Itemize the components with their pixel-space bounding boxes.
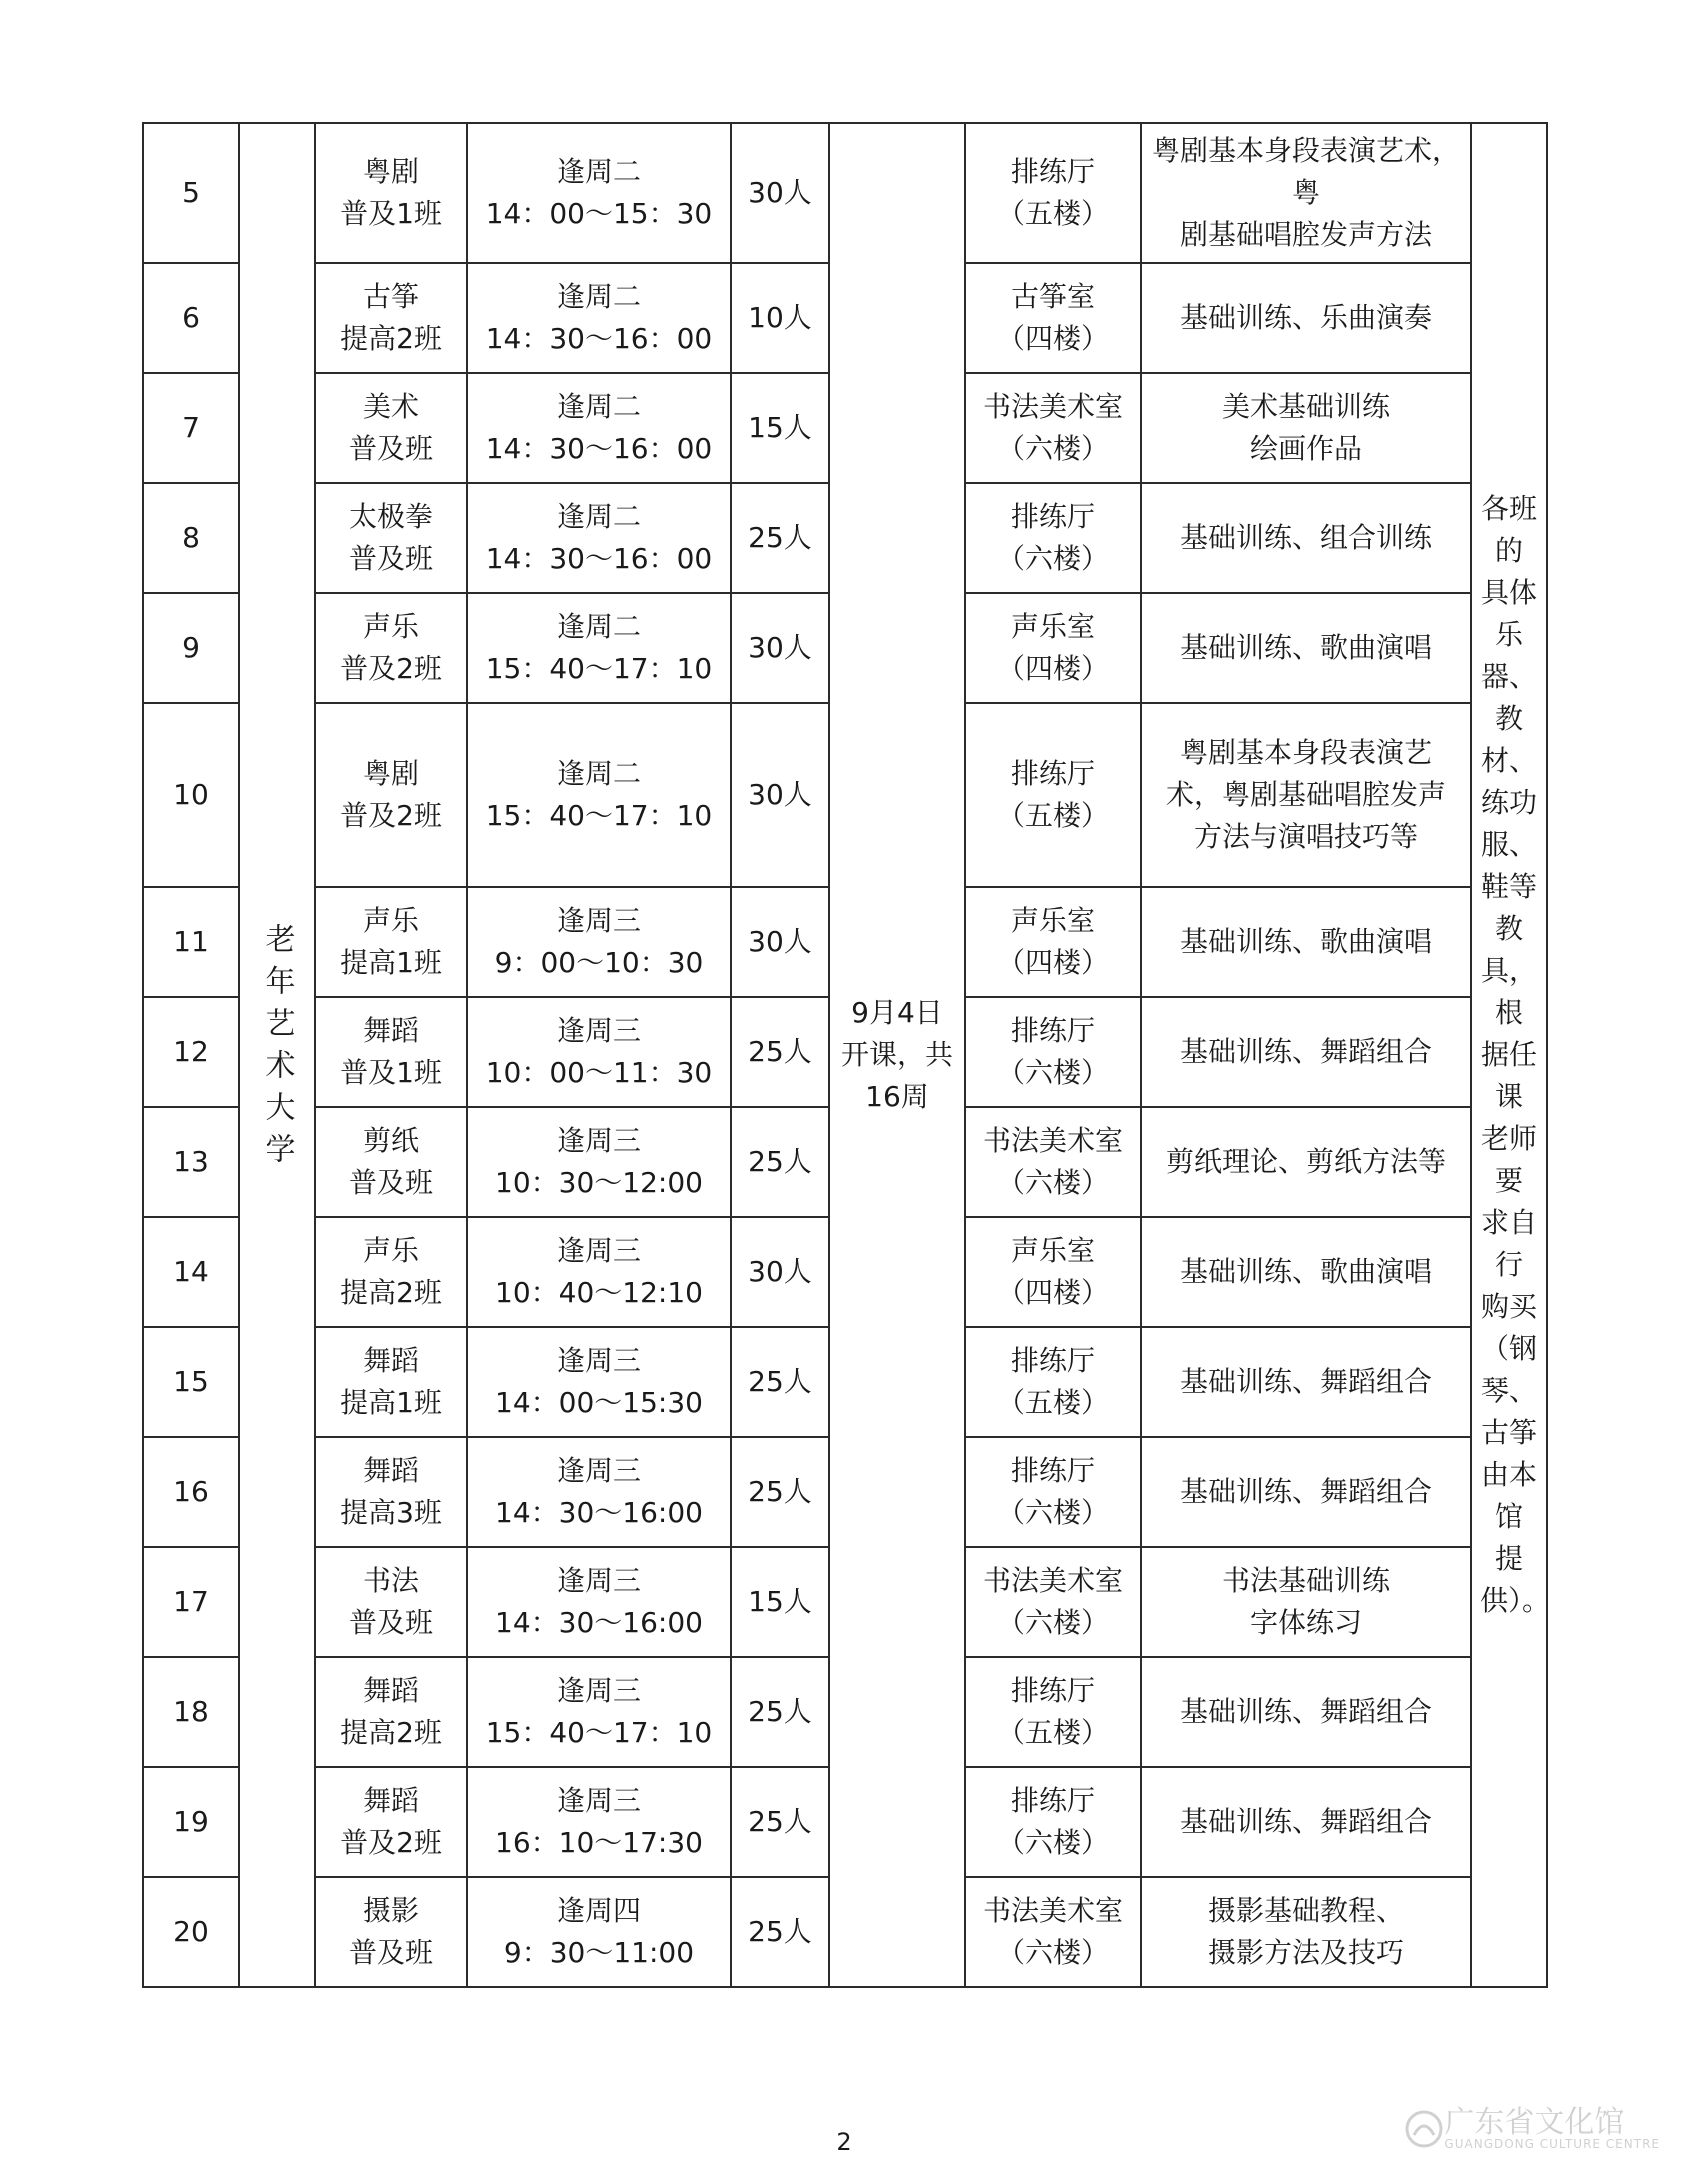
classroom-cell-line: 排练厅 [1010, 155, 1095, 188]
watermark-subtitle: GUANGDONG CULTURE CENTRE [1444, 2137, 1660, 2152]
classroom-cell-line: 排练厅 [1010, 1674, 1095, 1707]
course-name-cell-line: 美术 [362, 390, 419, 423]
class-time-cell [467, 483, 731, 593]
department-name: 老年艺术大学 [259, 923, 295, 1175]
class-size-cell: 15人 [731, 373, 829, 483]
course-content-cell [1141, 887, 1471, 997]
class-size-cell: 15人 [731, 1547, 829, 1657]
course-name-cell-line: 普及2班 [340, 652, 442, 685]
class-time-cell-line: 逢周三 [556, 1344, 641, 1377]
classroom-cell-line: 书法美术室 [982, 1124, 1123, 1157]
class-time-cell [467, 1327, 731, 1437]
classroom-cell [965, 483, 1141, 593]
page-number: 2 [836, 2128, 852, 2156]
course-content-cell [1141, 997, 1471, 1107]
course-content-cell-line: 基础训练、舞蹈组合 [1179, 1805, 1432, 1838]
row-number-cell: 8 [143, 483, 239, 593]
classroom-cell [965, 1657, 1141, 1767]
course-name-cell-line: 普及1班 [340, 197, 442, 230]
classroom-cell-line: （五楼） [996, 799, 1109, 832]
course-content-cell-line: 美术基础训练 [1221, 390, 1390, 423]
class-time-cell-line: 15：40～17：10 [485, 652, 713, 685]
course-name-cell-line: 舞蹈 [362, 1674, 419, 1707]
course-name-cell-line: 粤剧 [362, 757, 419, 790]
course-name-cell-line: 提高2班 [340, 1276, 442, 1309]
classroom-cell-line: （六楼） [996, 1056, 1109, 1089]
course-name-cell-line: 舞蹈 [362, 1454, 419, 1487]
row-number-cell: 17 [143, 1547, 239, 1657]
course-name-cell-line: 普及班 [348, 1936, 433, 1969]
notes-cell-line: 由本馆 [1480, 1458, 1537, 1533]
classroom-cell-line: 声乐室 [1010, 1234, 1095, 1267]
classroom-cell-line: （六楼） [996, 1826, 1109, 1859]
classroom-cell [965, 997, 1141, 1107]
class-time-cell-line: 逢周三 [556, 1234, 641, 1267]
classroom-cell-line: （四楼） [996, 946, 1109, 979]
course-content-cell [1141, 373, 1471, 483]
course-content-cell-line: 剧基础唱腔发声方法 [1179, 218, 1432, 251]
course-content-cell [1141, 703, 1471, 887]
course-name-cell [315, 373, 467, 483]
classroom-cell-line: 声乐室 [1010, 904, 1095, 937]
class-time-cell [467, 1547, 731, 1657]
class-time-cell-line: 逢周三 [556, 1564, 641, 1597]
class-time-cell-line: 10：30～12:00 [495, 1166, 703, 1199]
course-name-cell-line: 古筝 [362, 280, 419, 313]
class-time-cell-line: 15：40～17：10 [485, 1716, 713, 1749]
classroom-cell [965, 1107, 1141, 1217]
classroom-cell [965, 123, 1141, 263]
classroom-cell [965, 1547, 1141, 1657]
start-date-cell-line: 9月4日 [851, 996, 943, 1029]
course-content-cell-line: 基础训练、歌曲演唱 [1179, 925, 1432, 958]
row-number-cell: 16 [143, 1437, 239, 1547]
classroom-cell-line: 声乐室 [1010, 610, 1095, 643]
row-number-cell: 20 [143, 1877, 239, 1987]
notes-cell [1471, 123, 1551, 1987]
course-name-cell [315, 593, 467, 703]
class-time-cell-line: 15：40～17：10 [485, 799, 713, 832]
watermark-title: 广东省文化馆 [1444, 2104, 1625, 2140]
class-time-cell-line: 逢周三 [556, 1674, 641, 1707]
course-name-cell [315, 1437, 467, 1547]
class-time-cell [467, 1217, 731, 1327]
notes-cell-line: 据任课 [1480, 1038, 1537, 1113]
course-name-cell [315, 1107, 467, 1217]
notes-cell-line: 各班的 [1480, 492, 1537, 567]
course-content-cell [1141, 123, 1471, 263]
course-name-cell-line: 声乐 [362, 610, 419, 643]
course-name-cell-line: 普及2班 [340, 799, 442, 832]
notes-cell-line: 具体乐 [1480, 576, 1537, 651]
notes-cell-line: 老师要 [1480, 1122, 1537, 1197]
classroom-cell-line: （四楼） [996, 322, 1109, 355]
course-content-cell-line: 摄影基础教程、 [1207, 1894, 1404, 1927]
class-size-cell: 25人 [731, 1877, 829, 1987]
course-name-cell [315, 1657, 467, 1767]
course-name-cell-line: 普及班 [348, 1606, 433, 1639]
course-name-cell [315, 1767, 467, 1877]
classroom-cell-line: （六楼） [996, 1496, 1109, 1529]
class-time-cell-line: 逢周二 [556, 610, 641, 643]
classroom-cell [965, 703, 1141, 887]
classroom-cell-line: 排练厅 [1010, 1344, 1095, 1377]
course-name-cell-line: 摄影 [362, 1894, 419, 1927]
classroom-cell-line: （四楼） [996, 652, 1109, 685]
class-time-cell-line: 逢周三 [556, 904, 641, 937]
course-content-cell-line: 书法基础训练 [1221, 1564, 1390, 1597]
row-number-cell: 13 [143, 1107, 239, 1217]
classroom-cell-line: （六楼） [996, 432, 1109, 465]
start-date-cell-line: 开课，共 [840, 1038, 953, 1071]
course-name-cell-line: 提高3班 [340, 1496, 442, 1529]
classroom-cell [965, 1437, 1141, 1547]
classroom-cell-line: （五楼） [996, 1386, 1109, 1419]
class-time-cell [467, 1107, 731, 1217]
class-time-cell-line: 14：00～15:30 [495, 1386, 703, 1419]
course-content-cell-line: 剪纸理论、剪纸方法等 [1165, 1145, 1446, 1178]
course-content-cell-line: 基础训练、乐曲演奏 [1179, 301, 1432, 334]
course-name-cell [315, 997, 467, 1107]
course-content-cell-line: 摄影方法及技巧 [1207, 1936, 1404, 1969]
class-time-cell-line: 逢周二 [556, 500, 641, 533]
classroom-cell [965, 1767, 1141, 1877]
row-number-cell: 10 [143, 703, 239, 887]
classroom-cell-line: （六楼） [996, 1166, 1109, 1199]
class-time-cell-line: 逢周四 [556, 1894, 641, 1927]
classroom-cell-line: 书法美术室 [982, 1564, 1123, 1597]
notes-cell-line: 教具，根 [1480, 912, 1537, 1029]
classroom-cell-line: 排练厅 [1010, 1454, 1095, 1487]
class-time-cell-line: 逢周三 [556, 1124, 641, 1157]
course-content-cell-line: 基础训练、组合训练 [1179, 521, 1432, 554]
course-content-cell-line: 粤剧基本身段表演艺 [1179, 736, 1432, 769]
class-time-cell [467, 373, 731, 483]
course-content-cell [1141, 263, 1471, 373]
course-content-cell-line: 术，粤剧基础唱腔发声 [1165, 778, 1446, 811]
start-date-cell [829, 123, 965, 1987]
course-name-cell [315, 887, 467, 997]
course-content-cell [1141, 1437, 1471, 1547]
notes-cell-line: 服、鞋等 [1480, 828, 1537, 903]
class-time-cell [467, 123, 731, 263]
classroom-cell [965, 373, 1141, 483]
row-number-cell: 12 [143, 997, 239, 1107]
class-time-cell-line: 9：00～10：30 [494, 946, 704, 979]
course-name-cell [315, 263, 467, 373]
classroom-cell-line: 排练厅 [1010, 1014, 1095, 1047]
course-name-cell [315, 1877, 467, 1987]
class-size-cell: 25人 [731, 1767, 829, 1877]
start-date-cell-line: 16周 [865, 1080, 929, 1113]
class-size-cell: 30人 [731, 703, 829, 887]
classroom-cell-line: 排练厅 [1010, 757, 1095, 790]
classroom-cell-line: 古筝室 [1010, 280, 1095, 313]
classroom-cell [965, 263, 1141, 373]
class-time-cell [467, 1657, 731, 1767]
course-content-cell [1141, 1877, 1471, 1987]
row-number-cell: 15 [143, 1327, 239, 1437]
row-number-cell: 18 [143, 1657, 239, 1767]
course-name-cell [315, 1547, 467, 1657]
class-time-cell [467, 1877, 731, 1987]
class-time-cell [467, 1767, 731, 1877]
course-name-cell-line: 提高1班 [340, 946, 442, 979]
course-content-cell-line: 基础训练、歌曲演唱 [1179, 631, 1432, 664]
course-name-cell-line: 舞蹈 [362, 1014, 419, 1047]
course-content-cell [1141, 1657, 1471, 1767]
course-content-cell-line: 绘画作品 [1249, 432, 1362, 465]
notes-cell-line: 购买（钢 [1480, 1290, 1537, 1365]
class-size-cell: 10人 [731, 263, 829, 373]
department-cell [239, 123, 315, 1987]
course-name-cell [315, 703, 467, 887]
class-time-cell-line: 14：30～16：00 [485, 432, 713, 465]
course-name-cell [315, 483, 467, 593]
course-name-cell-line: 声乐 [362, 904, 419, 937]
class-size-cell: 30人 [731, 593, 829, 703]
course-content-cell-line: 基础训练、舞蹈组合 [1179, 1365, 1432, 1398]
notes-cell-line: 求自行 [1480, 1206, 1537, 1281]
course-content-cell-line: 基础训练、舞蹈组合 [1179, 1695, 1432, 1728]
course-content-cell [1141, 593, 1471, 703]
watermark [1404, 2104, 1660, 2152]
class-time-cell-line: 逢周三 [556, 1014, 641, 1047]
course-name-cell-line: 舞蹈 [362, 1784, 419, 1817]
course-name-cell-line: 普及班 [348, 432, 433, 465]
notes-cell-line: 提供）。 [1480, 1542, 1551, 1617]
course-content-cell [1141, 1327, 1471, 1437]
class-time-cell-line: 14：30～16：00 [485, 542, 713, 575]
class-size-cell: 30人 [731, 123, 829, 263]
row-number-cell: 5 [143, 123, 239, 263]
class-size-cell: 25人 [731, 483, 829, 593]
course-name-cell-line: 提高2班 [340, 1716, 442, 1749]
course-content-cell [1141, 1767, 1471, 1877]
class-size-cell: 25人 [731, 997, 829, 1107]
classroom-cell-line: （四楼） [996, 1276, 1109, 1309]
culture-centre-logo-icon [1404, 2109, 1444, 2149]
class-time-cell [467, 997, 731, 1107]
course-content-cell-line: 字体练习 [1249, 1606, 1362, 1639]
class-time-cell-line: 10：00～11：30 [485, 1056, 713, 1089]
class-size-cell: 30人 [731, 1217, 829, 1327]
row-number-cell: 11 [143, 887, 239, 997]
course-name-cell-line: 普及2班 [340, 1826, 442, 1859]
course-name-cell-line: 声乐 [362, 1234, 419, 1267]
class-time-cell [467, 593, 731, 703]
classroom-cell-line: （六楼） [996, 1606, 1109, 1639]
class-time-cell-line: 逢周三 [556, 1784, 641, 1817]
row-number-cell: 19 [143, 1767, 239, 1877]
class-time-cell-line: 逢周二 [556, 155, 641, 188]
class-time-cell [467, 887, 731, 997]
class-time-cell-line: 逢周二 [556, 280, 641, 313]
table-row [143, 123, 1547, 263]
class-time-cell-line: 逢周二 [556, 757, 641, 790]
course-name-cell-line: 普及班 [348, 1166, 433, 1199]
classroom-cell [965, 887, 1141, 997]
course-name-cell-line: 普及班 [348, 542, 433, 575]
classroom-cell [965, 1877, 1141, 1987]
row-number-cell: 14 [143, 1217, 239, 1327]
course-name-cell-line: 提高2班 [340, 322, 442, 355]
class-time-cell [467, 263, 731, 373]
classroom-cell [965, 1327, 1141, 1437]
table-body [143, 123, 1551, 1987]
classroom-cell-line: （六楼） [996, 1936, 1109, 1969]
notes-cell-line: 琴、古筝 [1480, 1374, 1537, 1449]
class-time-cell-line: 16：10～17:30 [495, 1826, 703, 1859]
course-name-cell [315, 1327, 467, 1437]
classroom-cell [965, 593, 1141, 703]
classroom-cell-line: （五楼） [996, 1716, 1109, 1749]
course-content-cell [1141, 1107, 1471, 1217]
course-name-cell-line: 书法 [362, 1564, 419, 1597]
class-time-cell-line: 逢周三 [556, 1454, 641, 1487]
class-time-cell-line: 14：00～15：30 [485, 197, 713, 230]
notes-cell-line: 器、教 [1480, 660, 1537, 735]
classroom-cell-line: （六楼） [996, 542, 1109, 575]
row-number-cell: 7 [143, 373, 239, 483]
classroom-cell-line: 排练厅 [1010, 1784, 1095, 1817]
course-content-cell [1141, 1547, 1471, 1657]
class-time-cell-line: 10：40～12:10 [495, 1276, 703, 1309]
class-time-cell-line: 逢周二 [556, 390, 641, 423]
classroom-cell-line: 排练厅 [1010, 500, 1095, 533]
course-content-cell [1141, 1217, 1471, 1327]
class-time-cell [467, 1437, 731, 1547]
class-size-cell: 25人 [731, 1107, 829, 1217]
class-time-cell-line: 14：30～16:00 [495, 1606, 703, 1639]
course-name-cell [315, 1217, 467, 1327]
course-name-cell-line: 普及1班 [340, 1056, 442, 1089]
class-time-cell [467, 703, 731, 887]
class-time-cell-line: 14：30～16：00 [485, 322, 713, 355]
classroom-cell [965, 1217, 1141, 1327]
course-content-cell-line: 基础训练、舞蹈组合 [1179, 1035, 1432, 1068]
class-time-cell-line: 14：30～16:00 [495, 1496, 703, 1529]
course-content-cell-line: 基础训练、歌曲演唱 [1179, 1255, 1432, 1288]
course-name-cell [315, 123, 467, 263]
row-number-cell: 9 [143, 593, 239, 703]
classroom-cell-line: （五楼） [996, 197, 1109, 230]
course-name-cell-line: 剪纸 [362, 1124, 419, 1157]
class-time-cell-line: 9：30～11:00 [503, 1936, 695, 1969]
notes-cell-line: 材、练功 [1480, 744, 1537, 819]
row-number-cell: 6 [143, 263, 239, 373]
course-name-cell-line: 太极拳 [348, 500, 433, 533]
class-size-cell: 30人 [731, 887, 829, 997]
classroom-cell-line: 书法美术室 [982, 390, 1123, 423]
class-size-cell: 25人 [731, 1657, 829, 1767]
course-name-cell-line: 粤剧 [362, 155, 419, 188]
course-content-cell-line: 方法与演唱技巧等 [1193, 820, 1418, 853]
course-content-cell-line: 粤剧基本身段表演艺术，粤 [1151, 134, 1460, 209]
class-size-cell: 25人 [731, 1327, 829, 1437]
course-schedule-table [142, 122, 1551, 1988]
class-size-cell: 25人 [731, 1437, 829, 1547]
classroom-cell-line: 书法美术室 [982, 1894, 1123, 1927]
course-name-cell-line: 提高1班 [340, 1386, 442, 1419]
course-content-cell [1141, 483, 1471, 593]
course-name-cell-line: 舞蹈 [362, 1344, 419, 1377]
course-content-cell-line: 基础训练、舞蹈组合 [1179, 1475, 1432, 1508]
